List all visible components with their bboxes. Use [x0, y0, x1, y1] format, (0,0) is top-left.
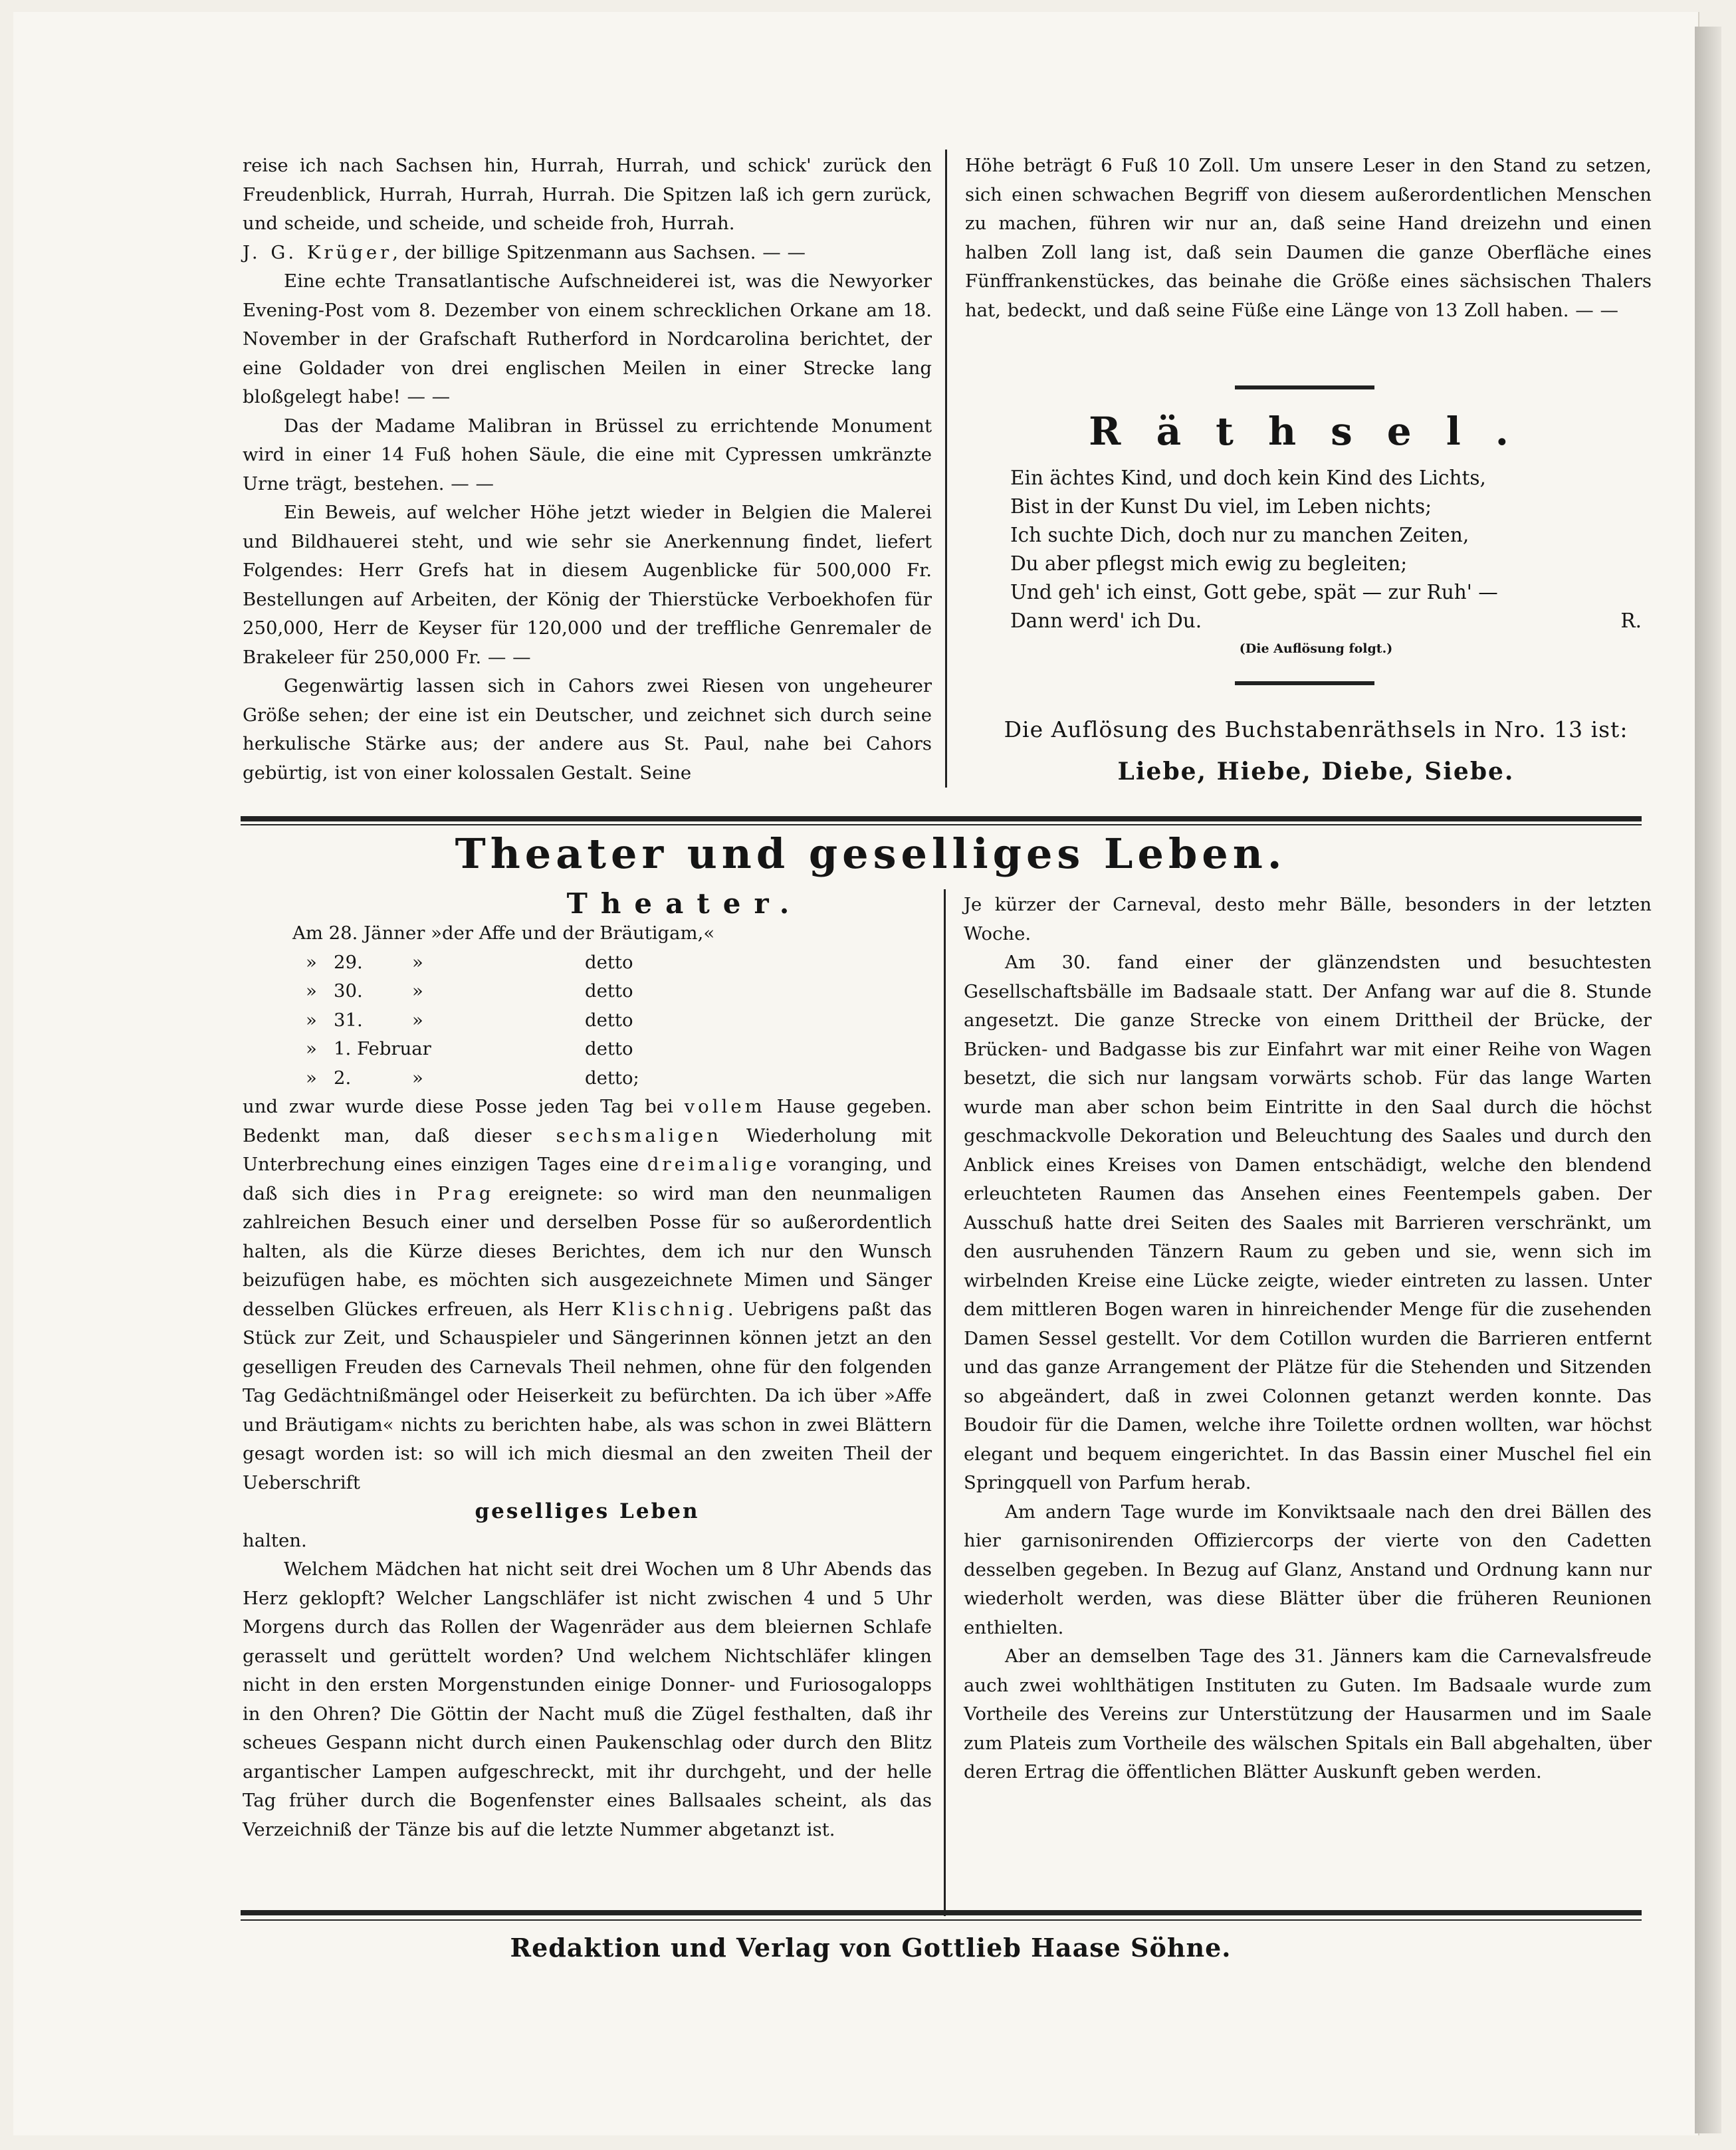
poem-line: Ich suchte Dich, doch nur zu manchen Zeiten, [1010, 524, 1469, 546]
schedule-play: » [412, 951, 423, 973]
theater-subtitle: Theater. [566, 887, 803, 920]
article-paragraph: Das der Madame Malibran in Brüssel zu errichtende Monument wird in einer 14 Fuß hohen Säule, die eine mit Cypressen umkränzte Urne trägt, bestehen. — — [243, 415, 932, 494]
page-edge-shadow [1695, 27, 1721, 2133]
poem-line: Und geh' ich einst, Gott gebe, spät — zur Ruh' — [1010, 581, 1498, 603]
schedule-ditto: detto [585, 951, 633, 973]
theater-schedule [292, 919, 944, 1093]
top-left-column [243, 152, 932, 788]
raetsel-note: (Die Auflösung folgt.) [1239, 641, 1393, 656]
article-paragraph: Gegenwärtig lassen sich in Cahors zwei Riesen von ungeheurer Größe sehen; der eine ist ein Deutscher, und zeichnet sich durch seine herkulische Stärke aus; der andere aus St. Paul, nahe bei Cahors gebürtig, ist von einer kolossalen Gestalt. Seine [243, 675, 932, 784]
solution-text: Die Auflösung des Buchstabenräthsels in Nro. 13 ist: [1004, 716, 1628, 742]
article-paragraph: Am 30. fand einer der glänzendsten und besuchtesten Gesellschaftsbälle im Badsaale statt. Der Anfang war auf die 8. Stunde angesetzt. Die ganze Strecke von einem Drittheil der Brücke, der Brücken- und Badgasse bis zur Einfahrt war mit einer Reihe von Wagen besetzt, die sich nur langsam vorwärts schob. Für das lange Warten wurde man aber schon beim Eintritte in den Saal durch die höchst geschmackvolle Dekoration und Beleuchtung des Saales und durch den Anblick eines Kreises von Damen entschädigt, welche den blendend erleuchteten Raumen das Ansehen eines Feentempels gaben. Der Ausschuß hatte drei Seiten des Saales mit Barrieren verschränkt, um den ausruhenden Tänzern Raum zu geben und sie, wenn sich im wirbelnden Kreise eine Lücke zeigte, wieder eintreten zu lassen. Unter dem mittleren Bogen waren in hinreichender Menge für die zusehenden Damen Sessel gestellt. Vor dem Cotillon wurden die Barrieren entfernt und das ganze Arrangement der Plätze für die Stehenden und Sitzenden so abgeändert, daß in zwei Colonnen getanzt werden konnte. Das Boudoir für die Damen, welche ihre Toilette ordnen wollten, war höchst elegant und bequem eingerichtet. In das Bassin einer Muschel fiel ein Springquell von Parfum herab. [964, 952, 1652, 1493]
text-run: Wiederholung mit Unterbrechung eines einzigen Tages eine [243, 1125, 932, 1175]
text-run: ereignete: so wird man den neunmaligen zahlreichen Besuch einer und derselben Posse für so außerordentlich halten, als die Kürze dieses Berichtes, dem ich nur den Wunsch beizufügen habe, es möchten sich ausgezeichnete Mimen und Sänger desselben Glückes erfreuen, als Herr [243, 1182, 932, 1320]
section-title: Theater und geselliges Leben. [455, 829, 1287, 878]
bottom-left-column [243, 1093, 932, 1844]
schedule-ditto: detto [585, 980, 633, 1002]
schedule-ditto: detto [585, 1038, 633, 1059]
text-run: . Uebrigens paßt das Stück zur Zeit, und Schauspieler und Sängerinnen können jetzt an den geselligen Freuden des Carnevals Theil nehmen, ohne für den folgenden Tag Gedächtnißmängel oder Heiserkeit zu befürchten. Da ich über »Affe und Bräutigam« nichts zu berichten habe, als was schon in zwei Blättern gesagt worden ist: so will ich mich diesmal an den zweiten Theil der Ueberschrift [243, 1298, 932, 1493]
schedule-row [292, 1064, 944, 1093]
raetsel-rule-top [1235, 385, 1374, 389]
publisher-footer: Redaktion und Verlag von Gottlieb Haase Söhne. [510, 1933, 1232, 1963]
article-paragraph: Höhe beträgt 6 Fuß 10 Zoll. Um unsere Leser in den Stand zu setzen, sich einen schwachen Begriff von diesem außerordentlichen Menschen zu machen, führen wir nur an, daß seine Hand dreizehn und einen halben Zoll lang ist, daß sein Daumen die ganze Oberfläche eines Fünffrankenstückes, das beinahe die Größe eines sächsischen Thalers hat, bedeckt, und daß seine Füße eine Länge von 13 Zoll haben. — — [965, 155, 1652, 321]
schedule-row [292, 1006, 944, 1035]
article-paragraph: Aber an demselben Tage des 31. Jänners kam die Carnevalsfreude auch zwei wohlthätigen Instituten zu Guten. Im Badsaale wurde zum Vortheile des Vereins zur Unterstützung der Hausarmen und im Saale zum Plateis zum Vortheile des wälschen Spitals ein Ball abgehalten, über deren Ertrag die öffentlichen Blätter Auskunft geben werden. [964, 1646, 1652, 1782]
top-right-column [965, 152, 1652, 325]
subheading-geselliges-leben: geselliges Leben [475, 1499, 700, 1523]
schedule-row [292, 1035, 944, 1064]
emphasis: vollem [684, 1096, 766, 1117]
schedule-row [292, 919, 944, 948]
theater-paragraph [243, 1093, 932, 1497]
column-divider-top [945, 150, 947, 788]
schedule-marker: » [306, 1009, 317, 1031]
article-paragraph: Je kürzer der Carneval, desto mehr Bälle, besonders in der letzten Woche. [964, 894, 1652, 944]
schedule-date: 29. [334, 951, 363, 973]
text-run: voranging, und daß sich dies [243, 1154, 932, 1204]
section-rule-thin [241, 824, 1642, 825]
poem-line: Bist in der Kunst Du viel, im Leben nichts; [1010, 495, 1432, 518]
emphasis: sechsmaligen [556, 1125, 722, 1146]
schedule-play: » [412, 980, 423, 1002]
article-paragraph: Am andern Tage wurde im Konviktsaale nach den drei Bällen des hier garnisonirenden Offiziercorps der vierte von den Cadetten desselben gegeben. In Bezug auf Glanz, Anstand und Ordnung kann nur wiederholt werden, was diese Blätter über die früheren Reunionen enthielten. [964, 1501, 1652, 1638]
footer-rule [241, 1910, 1642, 1915]
column-divider-bottom [944, 889, 946, 1916]
schedule-marker: » [306, 951, 317, 973]
section-rule [241, 816, 1642, 821]
bottom-right-column [964, 891, 1652, 1787]
schedule-play: » [412, 1009, 423, 1031]
raetsel-title: Räthsel. [1089, 409, 1543, 454]
poem-line: Ein ächtes Kind, und doch kein Kind des Lichts, [1010, 467, 1486, 489]
schedule-date: 30. [334, 980, 363, 1002]
signature-name: J. G. Krüger [243, 241, 393, 263]
theater-paragraph: Welchem Mädchen hat nicht seit drei Wochen um 8 Uhr Abends das Herz geklopft? Welcher Langschläfer ist nicht zwischen 4 und 5 Uhr Morgens durch das Rollen der Wagenräder aus dem bleiernen Schlafe gerasselt und gerüttelt worden? Und welchem Nichtschläfer klingen nicht in den ersten Morgenstunden einige Donner- und Furiosogalopps in den Ohren? Die Göttin der Nacht muß die Zügel festhalten, daß ihr scheues Gespann nicht durch einen Paukenschlag oder durch den Blitz argantischer Lampen aufgeschreckt, mit ihr durchgeht, und der helle Tag früher durch die Bogenfenster eines Ballsaales scheint, als das Verzeichniß der Tänze bis auf die letzte Nummer abgetanzt ist. [243, 1559, 932, 1840]
schedule-row [292, 977, 944, 1006]
solution-words: Liebe, Hiebe, Diebe, Siebe. [1117, 758, 1515, 786]
signature-rest: , der billige Spitzenmann aus Sachsen. — — [392, 241, 806, 263]
schedule-row [292, 948, 944, 978]
schedule-date: 31. [334, 1009, 363, 1031]
schedule-marker: » [306, 1067, 317, 1089]
schedule-date: 2. [334, 1067, 352, 1089]
text-run: Hause gegeben. Bedenkt man, daß dieser [243, 1096, 932, 1146]
raetsel-poem [1010, 464, 1642, 635]
poem-signature: R. [1620, 609, 1642, 632]
theater-paragraph-end: halten. [243, 1529, 307, 1551]
article-paragraph: reise ich nach Sachsen hin, Hurrah, Hurrah, und schick' zurück den Freudenblick, Hurrah, Hurrah, Hurrah. Die Spitzen laß ich gern zurück, und scheide, und scheide, und scheide froh, Hurrah. [243, 155, 932, 234]
schedule-marker: » [306, 980, 317, 1002]
schedule-play: » [412, 1067, 423, 1089]
signature-line [243, 239, 932, 268]
schedule-marker: » [306, 1038, 317, 1059]
raetsel-rule-bottom [1235, 681, 1374, 685]
poem-line: Du aber pflegst mich ewig zu begleiten; [1010, 552, 1408, 575]
schedule-ditto: detto; [585, 1067, 639, 1089]
schedule-date: 1. Februar [334, 1038, 431, 1059]
emphasis: Klischnig [611, 1298, 728, 1320]
footer-rule-thin [241, 1919, 1642, 1921]
schedule-first: Am 28. Jänner »der Affe und der Bräutigam,« [292, 922, 715, 944]
emphasis: dreimalige [647, 1154, 780, 1175]
schedule-ditto: detto [585, 1009, 633, 1031]
text-run: und zwar wurde diese Posse jeden Tag bei [243, 1096, 685, 1117]
article-paragraph: Ein Beweis, auf welcher Höhe jetzt wieder in Belgien die Malerei und Bildhauerei steht, und wie sehr sie Anerkennung findet, liefert Folgendes: Herr Grefs hat in diesem Augenblicke für 500,000 Fr. Bestellungen auf Arbeiten, der König der Thierstücke Verboekhofen für 250,000, Herr de Keyser für 120,000 und der treffliche Genremaler de Brakeleer für 250,000 Fr. — — [243, 502, 932, 668]
poem-line: Dann werd' ich Du. [1010, 609, 1202, 632]
article-paragraph: Eine echte Transatlantische Aufschneiderei ist, was die Newyorker Evening-Post vom 8. Dezember von einem schrecklichen Orkane am 18. November in der Grafschaft Rutherford in Nordcarolina berichtet, der eine Goldader von drei englischen Meilen in einer Strecke lang bloßgelegt habe! — — [243, 270, 932, 407]
emphasis: in Prag [395, 1182, 494, 1204]
